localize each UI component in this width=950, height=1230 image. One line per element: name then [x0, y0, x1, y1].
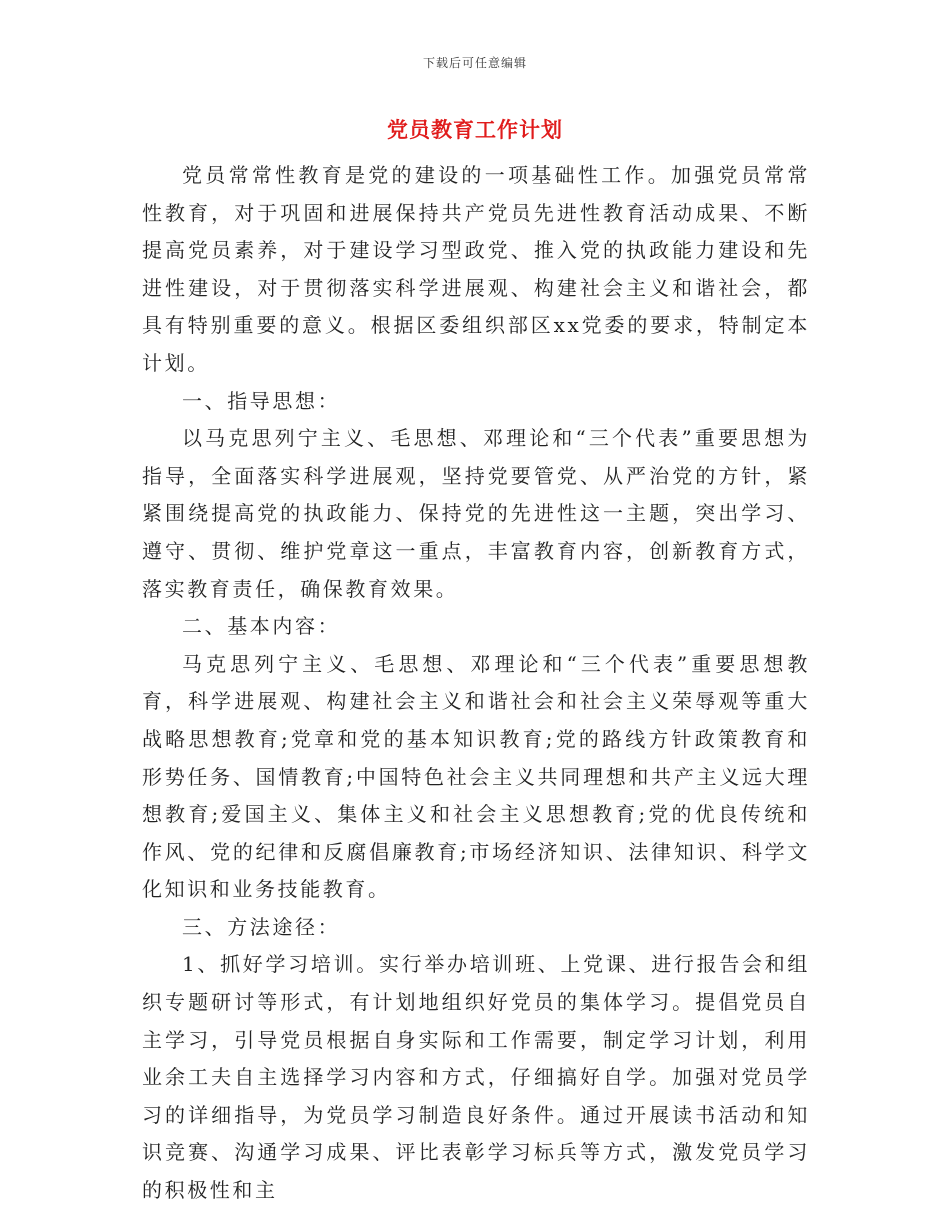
header-note: 下载后可任意编辑 — [422, 56, 527, 70]
section-heading-basic-content: 二、基本内容： — [182, 614, 341, 639]
paragraph-intro: 党员常常性教育是党的建设的一项基础性工作。加强党员常常性教育，对于巩固和进展保持共产党员先进性教育活动成果、不断提高党员素养，对于建设学习型政党、推入党的执政能力建设和先进性建设，对于贯彻落实科学进展观、构建社会主义和谐社会，都具有特别重要的意义。根据区委组织部区xx党委的要求，特制定本计划。 — [142, 163, 810, 375]
document-body — [142, 157, 810, 1210]
section-heading-guiding-ideology: 一、指导思想： — [182, 388, 341, 413]
paragraph-study-training: 1、抓好学习培训。实行举办培训班、上党课、进行报告会和组织专题研讨等形式，有计划地组织好党员的集体学习。提倡党员自主学习，引导党员根据自身实际和工作需要，制定学习计划，利用业余工夫自主选择学习内容和方式，仔细搞好自学。加强对党员学习的详细指导，为党员学习制造良好条件。通过开展读书活动和知识竞赛、沟通学习成果、评比表彰学习标兵等方式，激发党员学习的积极性和主 — [142, 952, 810, 1203]
document-title: 党员教育工作计划 — [387, 117, 563, 142]
paragraph-basic-content: 马克思列宁主义、毛思想、邓理论和“三个代表”重要思想教育，科学进展观、构建社会主义和谐社会和社会主义荣辱观等重大战略思想教育;党章和党的基本知识教育;党的路线方针政策教育和形势任务、国情教育;中国特色社会主义共同理想和共产主义远大理想教育;爱国主义、集体主义和社会主义思想教育;党的优良传统和作风、党的纪律和反腐倡廉教育;市场经济知识、法律知识、科学文化知识和业务技能教育。 — [142, 651, 810, 902]
paragraph-guiding-ideology: 以马克思列宁主义、毛思想、邓理论和“三个代表”重要思想为指导，全面落实科学进展观，坚持党要管党、从严治党的方针，紧紧围绕提高党的执政能力、保持党的先进性这一主题，突出学习、遵守、贯彻、维护党章这一重点，丰富教育内容，创新教育方式，落实教育责任，确保教育效果。 — [142, 426, 810, 601]
section-heading-methods: 三、方法途径： — [182, 914, 341, 939]
